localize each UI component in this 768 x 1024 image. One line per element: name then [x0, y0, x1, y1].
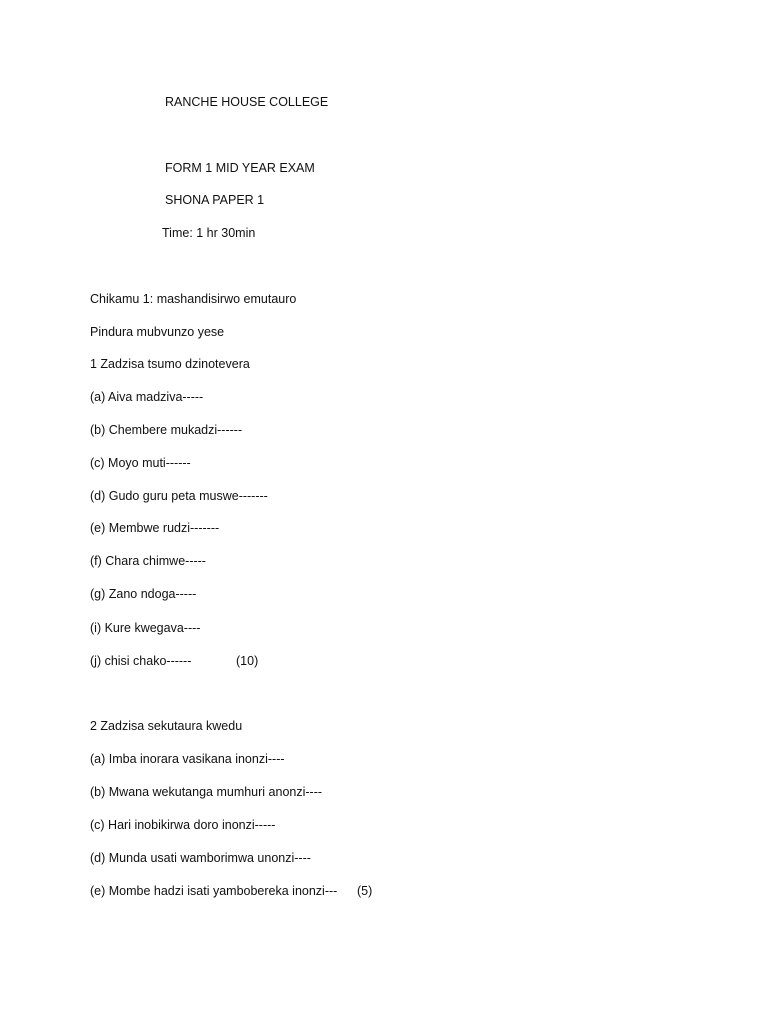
- question-2-item: (b) Mwana wekutanga mumhuri anonzi----: [90, 785, 323, 799]
- exam-title: FORM 1 MID YEAR EXAM: [165, 161, 315, 175]
- question-1-title: 1 Zadzisa tsumo dzinotevera: [90, 357, 250, 371]
- exam-time: Time: 1 hr 30min: [162, 226, 256, 240]
- section-title: Chikamu 1: mashandisirwo emutauro: [90, 292, 297, 306]
- question-2-item: (c) Hari inobikirwa doro inonzi-----: [90, 818, 276, 832]
- question-2-item: (d) Munda usati wamborimwa unonzi----: [90, 851, 311, 865]
- question-2-title: 2 Zadzisa sekutaura kwedu: [90, 719, 243, 733]
- question-1-item: (j) chisi chako------: [90, 654, 192, 668]
- question-2-item: (e) Mombe hadzi isati yambobereka inonzi---: [90, 884, 338, 898]
- question-1-item: (f) Chara chimwe-----: [90, 554, 206, 568]
- school-name: RANCHE HOUSE COLLEGE: [165, 95, 329, 109]
- question-2-marks: (5): [357, 884, 373, 898]
- question-1-item: (b) Chembere mukadzi------: [90, 423, 243, 437]
- question-1-marks: (10): [236, 654, 259, 668]
- section-instruction: Pindura mubvunzo yese: [90, 325, 225, 339]
- question-2-item: (a) Imba inorara vasikana inonzi----: [90, 752, 285, 766]
- question-1-item: (c) Moyo muti------: [90, 456, 191, 470]
- question-1-item: (e) Membwe rudzi-------: [90, 521, 220, 535]
- question-1-item: (g) Zano ndoga-----: [90, 587, 197, 601]
- question-1-item: (a) Aiva madziva-----: [90, 390, 204, 404]
- question-1-item: (d) Gudo guru peta muswe-------: [90, 489, 268, 503]
- paper-title: SHONA PAPER 1: [165, 193, 265, 207]
- question-1-item: (i) Kure kwegava----: [90, 621, 201, 635]
